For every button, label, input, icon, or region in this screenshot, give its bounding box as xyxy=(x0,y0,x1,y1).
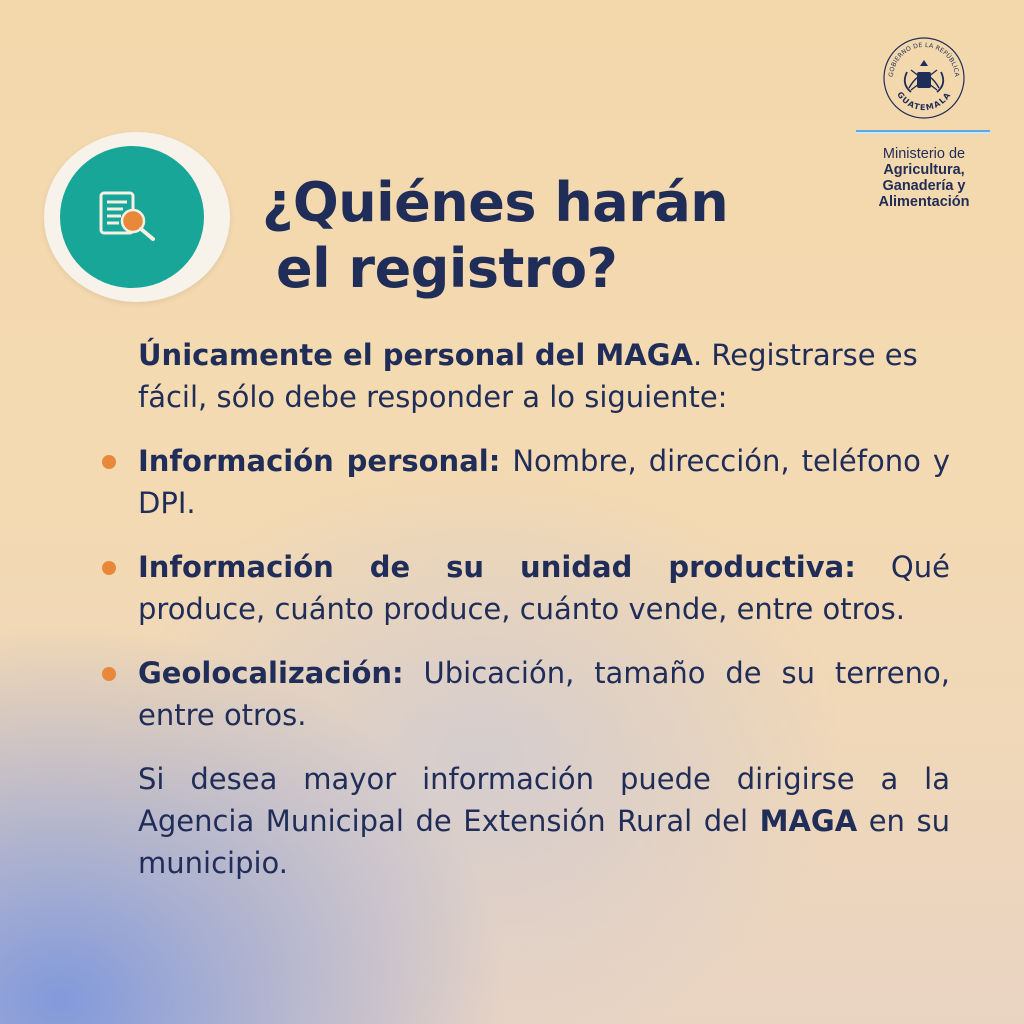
bullet-dot-icon xyxy=(102,455,116,469)
list-item xyxy=(138,546,950,630)
header-icon-badge xyxy=(60,146,204,288)
coat-of-arms-seal-icon xyxy=(879,32,969,122)
ministry-line-2: Agricultura, xyxy=(883,162,965,178)
ministry-name xyxy=(856,146,992,210)
document-search-icon xyxy=(95,187,169,247)
svg-text:GUATEMALA xyxy=(895,90,953,112)
seal-text-top: GOBIERNO DE LA REPÚBLICA xyxy=(887,41,961,78)
requirements-list xyxy=(138,440,950,736)
page-title xyxy=(262,170,822,302)
seal-text-bottom: GUATEMALA xyxy=(895,90,953,113)
list-item xyxy=(138,440,950,524)
bullet-text: Nombre, dirección, teléfono y DPI. xyxy=(138,444,950,520)
ministry-line-4: Alimentación xyxy=(878,194,970,210)
closing-paragraph xyxy=(138,758,950,884)
bullet-label: Geolocalización: xyxy=(138,656,404,690)
bullet-dot-icon xyxy=(102,561,116,575)
closing-bold: MAGA xyxy=(759,804,858,838)
ministry-line-1: Ministerio de xyxy=(882,146,966,162)
bullet-dot-icon xyxy=(102,667,116,681)
intro-bold: Únicamente el personal del MAGA xyxy=(138,338,693,372)
bullet-text: Ubicación, tamaño de su terreno, entre otros. xyxy=(138,656,950,732)
bullet-label: Información personal: xyxy=(138,444,501,478)
bullet-text: Qué produce, cuánto produce, cuánto vende, entre otros. xyxy=(138,550,950,626)
title-line-2: el registro? xyxy=(276,237,618,300)
closing-end: en su municipio. xyxy=(138,804,950,880)
intro-paragraph xyxy=(138,334,950,418)
list-item xyxy=(138,652,950,736)
closing-text: Si desea mayor información puede dirigirse a la Agencia Municipal de Extensión Rural del xyxy=(138,762,950,838)
bullet-label: Información de su unidad productiva: xyxy=(138,550,856,584)
logo-divider xyxy=(856,130,990,134)
body-content xyxy=(138,334,950,884)
title-line-1: ¿Quiénes harán xyxy=(262,171,729,234)
ministry-line-3: Ganadería y xyxy=(882,178,966,194)
intro-rest: . Registrarse es fácil, sólo debe responder a lo siguiente: xyxy=(138,338,918,414)
ministry-logo xyxy=(856,32,992,222)
